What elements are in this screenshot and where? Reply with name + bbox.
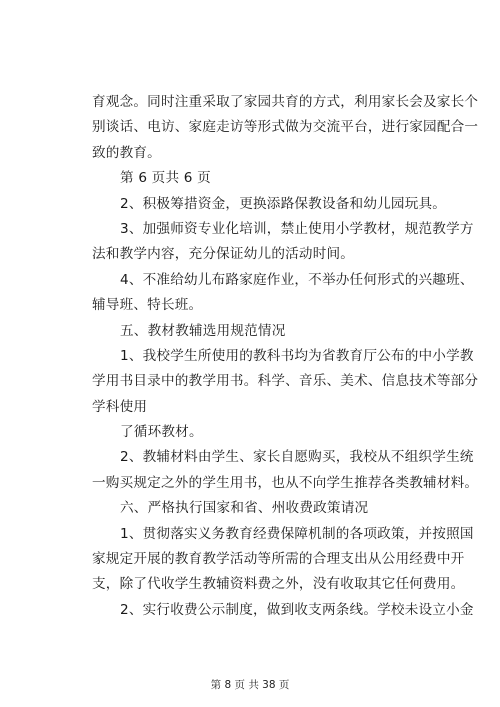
body-text <box>92 90 479 623</box>
text-line: 法和教学内容，充分保证幼儿的活动时间。 <box>92 246 355 263</box>
text-line: 致的教育。 <box>92 144 161 161</box>
paragraph-start: 3、加强师资专业化培训，禁止使用小学教材，规范教学方 <box>120 220 474 237</box>
paragraph-start: 2、实行收费公示制度，做到收支两条线。学校未设立小金 <box>120 601 474 618</box>
paragraph-start: 2、教辅材料由学生、家长自愿购买，我校从不组织学生统 <box>120 449 474 466</box>
section-heading: 六、严格执行国家和省、州收费政策请况 <box>120 500 369 517</box>
text-line: 辅导班、特长班。 <box>92 297 203 314</box>
section-heading: 五、教材教辅选用规范情况 <box>120 322 286 339</box>
text-line: 一购买规定之外的学生用书，也从不向学生推荐各类教辅材料。 <box>92 474 479 491</box>
text-line: 了循环教材。 <box>120 424 203 441</box>
text-line: 别谈话、电访、家庭走访等形式做为交流平台，进行家园配合一 <box>92 119 479 136</box>
inline-page-marker: 第 6 页共 6 页 <box>120 170 211 187</box>
text-line: 学科使用 <box>92 398 148 415</box>
paragraph-start: 1、贯彻落实义务教育经费保障机制的各项政策，并按照国 <box>120 525 474 542</box>
text-line: 学用书目录中的教学用书。科学、音乐、美术、信息技术等部分 <box>92 373 479 390</box>
paragraph-start: 4、不准给幼儿布路家庭作业，不举办任何形式的兴趣班、 <box>120 271 474 288</box>
text-line: 育观念。同时注重采取了家园共育的方式，利用家长会及家长个 <box>92 94 479 110</box>
paragraph-start: 2、积极筹措资金，更换添路保教设备和幼儿园玩具。 <box>120 195 447 212</box>
text-line: 支，除了代收学生教辅资料费之外，没有收取其它任何费用。 <box>92 576 465 593</box>
text-line: 家规定开展的教育教学活动等所需的合理支出从公用经费中开 <box>92 551 465 568</box>
paragraph-start: 1、我校学生所使用的教科书均为省教育厅公布的中小学教 <box>120 347 474 364</box>
page-footer: 第 8 页 共 38 页 <box>210 679 290 691</box>
